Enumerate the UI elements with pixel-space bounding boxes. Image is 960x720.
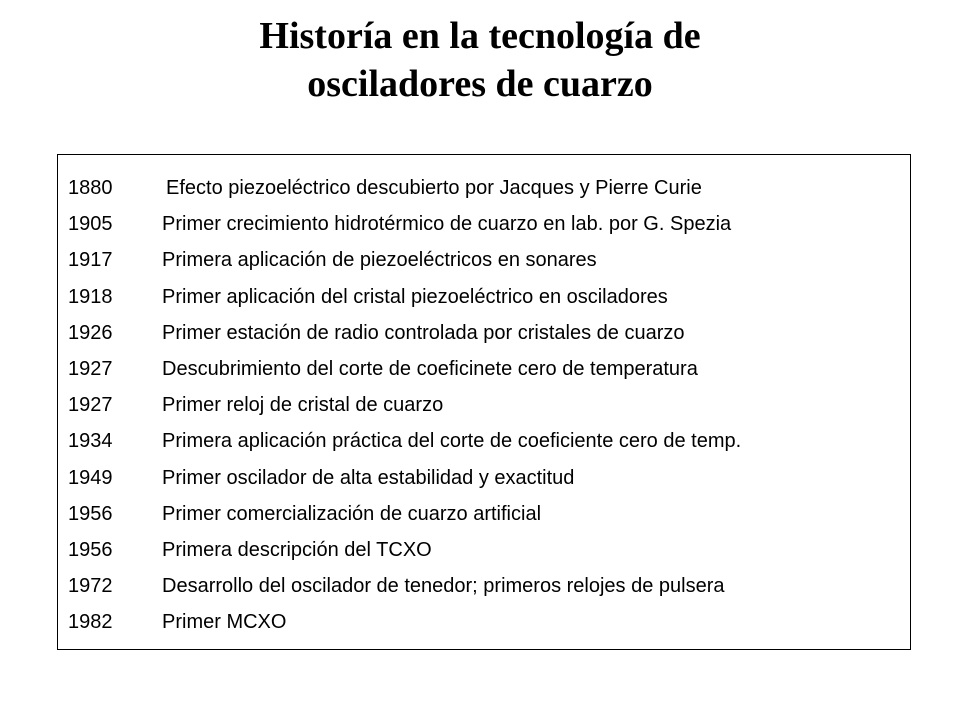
page-title [0,12,960,108]
event-description: Primer reloj de cristal de cuarzo [162,394,444,417]
event-description: Primer crecimiento hidrotérmico de cuarzo en lab. por G. Spezia [162,213,732,236]
event-description: Primer oscilador de alta estabilidad y exactitud [162,466,575,489]
event-description: Desarrollo del oscilador de tenedor; primeros relojes de pulsera [162,575,725,598]
event-description: Efecto piezoeléctrico descubierto por Jacques y Pierre Curie [166,177,702,199]
event-year: 1949 [68,466,113,489]
event-description: Primer estación de radio controlada por cristales de cuarzo [162,321,685,344]
event-year: 1917 [68,249,113,272]
event-description: Primera descripción del TCXO [162,538,432,561]
timeline-box [57,154,911,650]
event-description: Primer comercialización de cuarzo artificial [162,502,542,525]
event-year: 1956 [68,538,113,561]
event-year: 1926 [68,321,113,344]
event-description: Primera aplicación de piezoeléctricos en sonares [162,249,597,272]
event-year: 1982 [68,611,113,634]
title-line-2: osciladores de cuarzo [307,63,653,105]
event-year: 1927 [68,394,113,417]
event-description: Descubrimiento del corte de coeficinete cero de temperatura [162,357,698,380]
event-year: 1918 [68,285,113,308]
event-year: 1972 [68,575,113,598]
title-line-1: Historía en la tecnología de [259,15,701,57]
event-description: Primer aplicación del cristal piezoeléctrico en osciladores [162,285,668,308]
event-year: 1905 [68,213,113,236]
event-year: 1956 [68,502,113,525]
event-description: Primer MCXO [162,611,287,634]
event-year: 1927 [68,357,113,380]
event-year: 1934 [68,430,113,453]
event-description: Primera aplicación práctica del corte de coeficiente cero de temp. [162,430,742,453]
event-year: 1880 [68,177,113,199]
